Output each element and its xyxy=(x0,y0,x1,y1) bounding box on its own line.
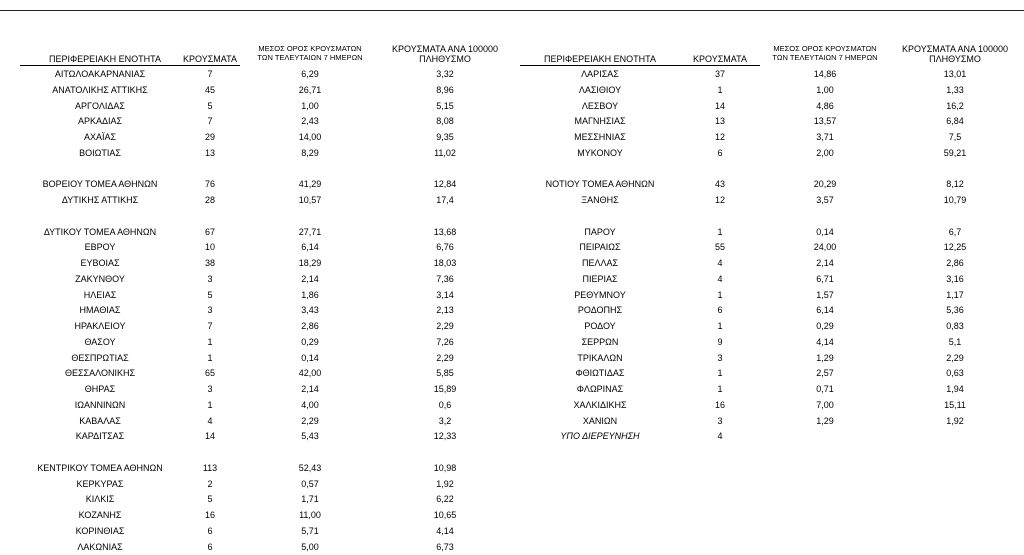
cell-cases: 1 xyxy=(207,399,213,410)
cell-name: ΘΕΣΠΡΩΤΙΑΣ xyxy=(71,352,129,363)
cell-cases: 1 xyxy=(207,352,213,363)
cell-name: ΛΑΣΙΘΙΟΥ xyxy=(578,84,622,95)
cell-cases: 12 xyxy=(714,195,725,205)
cell-avg: 5,00 xyxy=(301,541,319,552)
cell-avg: 6,29 xyxy=(301,69,319,79)
table-row xyxy=(0,508,1024,523)
header-underline-right xyxy=(520,65,760,66)
cell-avg: 0,57 xyxy=(301,478,319,489)
cell-avg: 1,71 xyxy=(301,494,319,505)
cell-cases: 1 xyxy=(717,226,723,237)
cell-avg: 2,14 xyxy=(301,273,319,284)
cell-per100k: 13,01 xyxy=(943,69,967,79)
cell-name: ΚΙΛΚΙΣ xyxy=(85,494,115,505)
cell-per100k: 6,73 xyxy=(436,541,454,552)
cell-per100k: 15,11 xyxy=(944,399,966,410)
table-row xyxy=(0,256,1024,271)
cell-name: ΡΟΔΟΠΗΣ xyxy=(577,305,623,316)
cell-cases: 16 xyxy=(204,510,215,520)
header-per100k-line2: ΠΛΗΘΥΣΜΟ xyxy=(419,54,471,64)
cell-name: ΔΥΤΙΚΟΥ ΤΟΜΕΑ ΑΘΗΝΩΝ xyxy=(43,226,157,237)
cell-per100k: 2,29 xyxy=(436,321,454,331)
cell-cases: 14 xyxy=(204,431,215,442)
cell-name: ΗΡΑΚΛΕΙΟΥ xyxy=(74,321,126,331)
cell-name: ΜΑΓΝΗΣΙΑΣ xyxy=(574,116,626,127)
cell-cases: 3 xyxy=(207,384,213,394)
cell-avg: 0,14 xyxy=(301,352,319,363)
cell-name: ΛΕΣΒΟΥ xyxy=(581,100,619,111)
table-row xyxy=(0,335,1024,350)
table-row xyxy=(0,272,1024,287)
cell-avg: 11,00 xyxy=(299,510,321,520)
cell-per100k: 10,79 xyxy=(943,195,967,205)
cell-avg: 1,86 xyxy=(301,289,319,300)
cell-cases: 6 xyxy=(717,147,723,158)
cell-name: ΒΟΙΩΤΙΑΣ xyxy=(79,147,121,158)
table-row xyxy=(0,209,1024,224)
cell-per100k: 6,22 xyxy=(436,494,454,505)
cell-cases: 13 xyxy=(714,116,725,127)
cell-cases: 14 xyxy=(714,100,725,111)
cell-name: ΚΑΒΑΛΑΣ xyxy=(79,415,121,426)
header-per100k-line2: ΠΛΗΘΥΣΜΟ xyxy=(929,54,981,64)
cell-name: ΑΧΑΪΑΣ xyxy=(83,132,117,142)
cell-name: ΗΛΕΙΑΣ xyxy=(83,289,117,300)
cell-avg: 0,29 xyxy=(301,336,319,347)
cell-avg: 2,43 xyxy=(301,116,319,127)
cell-cases: 1 xyxy=(717,368,723,379)
cell-name: ΚΕΡΚΥΡΑΣ xyxy=(76,478,124,489)
cell-per100k: 8,12 xyxy=(946,179,964,190)
table-row xyxy=(0,540,1024,555)
cell-per100k: 2,13 xyxy=(436,305,454,316)
cell-name: ΚΟΖΑΝΗΣ xyxy=(78,510,122,520)
cell-per100k: 3,14 xyxy=(436,289,454,300)
cell-per100k: 12,33 xyxy=(433,431,457,442)
cell-per100k: 7,26 xyxy=(436,336,454,347)
cell-avg: 7,00 xyxy=(816,399,834,410)
cell-name: ΕΥΒΟΙΑΣ xyxy=(80,258,120,268)
cell-avg: 41,29 xyxy=(298,179,322,190)
cell-avg: 1,57 xyxy=(816,289,834,300)
header-per100k-left xyxy=(380,44,510,64)
cell-name: ΥΠΟ ΔΙΕΡΕΥΝΗΣΗ xyxy=(560,431,640,442)
cell-name: ΚΕΝΤΡΙΚΟΥ ΤΟΜΕΑ ΑΘΗΝΩΝ xyxy=(37,462,163,473)
header-avg-right xyxy=(755,44,895,62)
cell-name: ΘΕΣΣΑΛΟΝΙΚΗΣ xyxy=(64,368,136,379)
cell-avg: 26,71 xyxy=(298,84,322,95)
cell-per100k: 5,15 xyxy=(436,100,454,111)
cell-per100k: 1,17 xyxy=(946,289,964,300)
cell-per100k: 59,21 xyxy=(943,147,967,158)
table-row xyxy=(0,240,1024,255)
cell-per100k: 6,84 xyxy=(946,116,964,127)
cell-cases: 6 xyxy=(717,305,723,316)
cell-avg: 6,71 xyxy=(816,273,834,284)
cell-per100k: 2,86 xyxy=(946,258,964,268)
cell-per100k: 3,2 xyxy=(438,415,452,426)
cell-cases: 3 xyxy=(207,273,213,284)
cell-name: ΡΟΔΟΥ xyxy=(584,321,616,331)
header-avg-line1: ΜΕΣΟΣ ΟΡΟΣ ΚΡΟΥΣΜΑΤΩΝ xyxy=(258,44,362,53)
cell-avg: 0,71 xyxy=(816,384,834,394)
cell-cases: 29 xyxy=(204,132,215,142)
cell-avg: 20,29 xyxy=(813,179,837,190)
cell-name: ΡΕΘΥΜΝΟΥ xyxy=(574,289,626,300)
cell-per100k: 0,83 xyxy=(946,321,964,331)
table-row xyxy=(0,382,1024,397)
cell-name: ΧΑΛΚΙΔΙΚΗΣ xyxy=(573,399,627,410)
cell-name: ΗΜΑΘΙΑΣ xyxy=(79,305,121,316)
cell-per100k: 18,03 xyxy=(433,258,457,268)
cell-cases: 3 xyxy=(207,305,213,316)
table-row xyxy=(0,351,1024,366)
cell-avg: 0,14 xyxy=(816,226,834,237)
cell-avg: 52,43 xyxy=(298,462,322,473)
cell-cases: 6 xyxy=(207,541,213,552)
header-cases-right: ΚΡΟΥΣΜΑΤΑ xyxy=(693,54,747,64)
cell-avg: 1,00 xyxy=(301,100,319,111)
cell-cases: 45 xyxy=(204,84,215,95)
cell-name: ΒΟΡΕΙΟΥ ΤΟΜΕΑ ΑΘΗΝΩΝ xyxy=(42,179,158,190)
cell-name: ΑΡΚΑΔΙΑΣ xyxy=(77,116,123,127)
table-row xyxy=(0,177,1024,192)
cell-avg: 2,14 xyxy=(301,384,319,394)
cell-name: ΘΗΡΑΣ xyxy=(84,384,116,394)
cell-name: ΦΛΩΡΙΝΑΣ xyxy=(576,384,624,394)
cell-cases: 16 xyxy=(714,399,725,410)
cell-per100k: 3,16 xyxy=(946,273,964,284)
table-row xyxy=(0,225,1024,240)
cell-name: ΣΕΡΡΩΝ xyxy=(581,336,619,347)
cell-cases: 9 xyxy=(717,336,723,347)
table-row xyxy=(0,477,1024,492)
cell-per100k: 2,29 xyxy=(946,352,964,363)
header-avg-line2: ΤΩΝ ΤΕΛΕΥΤΑΙΩΝ 7 ΗΜΕΡΩΝ xyxy=(257,53,363,62)
cell-per100k: 0,6 xyxy=(438,399,452,410)
cell-per100k: 3,32 xyxy=(436,69,454,79)
cell-cases: 7 xyxy=(207,116,213,127)
cell-cases: 3 xyxy=(717,415,723,426)
cell-cases: 7 xyxy=(207,69,213,79)
cell-cases: 37 xyxy=(714,69,725,79)
cell-cases: 67 xyxy=(204,226,215,237)
table-row xyxy=(0,445,1024,460)
cell-cases: 1 xyxy=(207,336,213,347)
cell-cases: 1 xyxy=(717,321,723,331)
cell-name: ΛΑΡΙΣΑΣ xyxy=(581,69,619,79)
cell-avg: 1,29 xyxy=(816,352,834,363)
table-row xyxy=(0,366,1024,381)
cell-per100k: 1,92 xyxy=(436,478,454,489)
cell-avg: 2,14 xyxy=(816,258,834,268)
cell-cases: 4 xyxy=(207,415,213,426)
cell-per100k: 0,63 xyxy=(946,368,964,379)
cell-avg: 2,00 xyxy=(816,147,834,158)
cell-name: ΜΕΣΣΗΝΙΑΣ xyxy=(574,132,626,142)
table-row xyxy=(0,162,1024,177)
cell-name: ΝΟΤΙΟΥ ΤΟΜΕΑ ΑΘΗΝΩΝ xyxy=(545,179,655,190)
cell-cases: 43 xyxy=(714,179,725,190)
cell-avg: 24,00 xyxy=(813,242,837,253)
cell-cases: 7 xyxy=(207,321,213,331)
cell-cases: 65 xyxy=(204,368,215,379)
cell-avg: 3,43 xyxy=(301,305,319,316)
table-row xyxy=(0,83,1024,98)
table-row xyxy=(0,398,1024,413)
cell-per100k: 12,25 xyxy=(943,242,967,253)
cell-per100k: 6,76 xyxy=(436,242,454,253)
cell-per100k: 8,96 xyxy=(436,84,454,95)
cell-cases: 113 xyxy=(202,462,218,473)
cell-per100k: 11,02 xyxy=(434,147,456,158)
cell-per100k: 8,08 xyxy=(436,116,454,127)
table-row xyxy=(0,524,1024,539)
cell-name: ΚΑΡΔΙΤΣΑΣ xyxy=(75,431,125,442)
table-row xyxy=(0,288,1024,303)
cell-avg: 14,00 xyxy=(298,132,322,142)
cell-avg: 18,29 xyxy=(298,258,322,268)
cell-per100k: 15,89 xyxy=(433,384,457,394)
header-per100k-right xyxy=(890,44,1020,64)
cell-name: ΑΙΤΩΛΟΑΚΑΡΝΑΝΙΑΣ xyxy=(54,69,146,79)
header-region-left: ΠΕΡΙΦΕΡΕΙΑΚΗ ΕΝΟΤΗΤΑ xyxy=(48,54,162,64)
cell-cases: 1 xyxy=(717,84,723,95)
cell-avg: 6,14 xyxy=(816,305,834,316)
cell-per100k: 17,4 xyxy=(436,195,454,205)
cell-avg: 5,71 xyxy=(301,525,319,536)
cell-per100k: 1,92 xyxy=(946,415,964,426)
cell-avg: 42,00 xyxy=(298,368,322,379)
header-avg-left xyxy=(240,44,380,62)
cell-cases: 2 xyxy=(207,478,213,489)
header-avg-line1: ΜΕΣΟΣ ΟΡΟΣ ΚΡΟΥΣΜΑΤΩΝ xyxy=(773,44,877,53)
cell-name: ΑΡΓΟΛΙΔΑΣ xyxy=(75,100,125,111)
header-cases-left: ΚΡΟΥΣΜΑΤΑ xyxy=(183,54,237,64)
cell-cases: 4 xyxy=(717,431,723,442)
cell-avg: 3,71 xyxy=(816,132,834,142)
cell-cases: 6 xyxy=(207,525,213,536)
table-row xyxy=(0,130,1024,145)
cell-per100k: 5,85 xyxy=(436,368,454,379)
cell-name: ΜΥΚΟΝΟΥ xyxy=(577,147,623,158)
cell-avg: 2,57 xyxy=(816,368,834,379)
cell-avg: 2,29 xyxy=(301,415,319,426)
cell-avg: 0,29 xyxy=(816,321,834,331)
table-row xyxy=(0,303,1024,318)
cell-per100k: 9,35 xyxy=(436,132,454,142)
cell-name: ΠΙΕΡΙΑΣ xyxy=(582,273,618,284)
table-row xyxy=(0,99,1024,114)
cell-name: ΞΑΝΘΗΣ xyxy=(581,195,619,205)
cell-cases: 4 xyxy=(717,273,723,284)
cell-name: ΠΕΙΡΑΙΩΣ xyxy=(579,242,621,253)
header-region-right: ΠΕΡΙΦΕΡΕΙΑΚΗ ΕΝΟΤΗΤΑ xyxy=(543,54,657,64)
cell-name: ΠΑΡΟΥ xyxy=(584,226,616,237)
cell-avg: 8,29 xyxy=(301,147,319,158)
cell-per100k: 12,84 xyxy=(433,179,457,190)
cell-cases: 3 xyxy=(717,352,723,363)
header-per100k-line1: ΚΡΟΥΣΜΑΤΑ ΑΝΑ 100000 xyxy=(392,44,498,54)
cell-name: ΦΘΙΩΤΙΔΑΣ xyxy=(575,368,625,379)
cell-cases: 10 xyxy=(204,242,215,253)
cell-name: ΖΑΚΥΝΘΟΥ xyxy=(75,273,125,284)
cell-per100k: 10,65 xyxy=(433,510,457,520)
cell-name: ΘΑΣΟΥ xyxy=(84,336,116,347)
cell-cases: 1 xyxy=(717,289,723,300)
cell-per100k: 1,33 xyxy=(946,84,964,95)
header-per100k-line1: ΚΡΟΥΣΜΑΤΑ ΑΝΑ 100000 xyxy=(902,44,1008,54)
cell-name: ΙΩΑΝΝΙΝΩΝ xyxy=(74,399,126,410)
cell-avg: 4,00 xyxy=(301,399,319,410)
cell-name: ΧΑΝΙΩΝ xyxy=(582,415,618,426)
cell-per100k: 7,5 xyxy=(948,132,962,142)
cell-avg: 10,57 xyxy=(298,195,322,205)
cell-avg: 27,71 xyxy=(298,226,322,237)
cell-cases: 55 xyxy=(714,242,725,253)
cell-avg: 13,57 xyxy=(813,116,837,127)
cell-cases: 76 xyxy=(204,179,215,190)
cell-name: ΤΡΙΚΑΛΩΝ xyxy=(577,352,623,363)
cell-avg: 1,00 xyxy=(816,84,834,95)
cell-name: ΔΥΤΙΚΗΣ ΑΤΤΙΚΗΣ xyxy=(61,195,139,205)
cell-avg: 6,14 xyxy=(301,242,319,253)
table-row xyxy=(0,492,1024,507)
cell-cases: 28 xyxy=(204,195,215,205)
cell-avg: 5,43 xyxy=(301,431,319,442)
table-row xyxy=(0,114,1024,129)
cell-cases: 38 xyxy=(204,258,215,268)
cell-per100k: 6,7 xyxy=(948,226,962,237)
header-underline-left xyxy=(20,65,240,66)
cell-name: ΛΑΚΩΝΙΑΣ xyxy=(77,541,123,552)
cell-per100k: 16,2 xyxy=(946,100,964,111)
cell-cases: 12 xyxy=(714,132,725,142)
cell-cases: 4 xyxy=(717,258,723,268)
table-row xyxy=(0,146,1024,161)
cell-cases: 5 xyxy=(207,289,213,300)
cell-cases: 1 xyxy=(717,384,723,394)
cell-avg: 4,86 xyxy=(816,100,834,111)
cell-name: ΑΝΑΤΟΛΙΚΗΣ ΑΤΤΙΚΗΣ xyxy=(52,84,148,95)
cell-avg: 14,86 xyxy=(813,69,837,79)
cell-per100k: 1,94 xyxy=(946,384,964,394)
header-avg-line2: ΤΩΝ ΤΕΛΕΥΤΑΙΩΝ 7 ΗΜΕΡΩΝ xyxy=(772,53,878,62)
cell-avg: 2,86 xyxy=(301,321,319,331)
cell-avg: 4,14 xyxy=(816,336,834,347)
cell-avg: 1,29 xyxy=(816,415,834,426)
table-row xyxy=(0,461,1024,476)
cell-per100k: 10,98 xyxy=(433,462,457,473)
cell-name: ΚΟΡΙΝΘΙΑΣ xyxy=(75,525,125,536)
table-row xyxy=(0,67,1024,82)
cell-name: ΠΕΛΛΑΣ xyxy=(581,258,619,268)
table-row xyxy=(0,319,1024,334)
cell-per100k: 4,14 xyxy=(436,525,454,536)
table-row xyxy=(0,193,1024,208)
cell-cases: 5 xyxy=(207,494,213,505)
cell-per100k: 2,29 xyxy=(436,352,454,363)
cell-per100k: 5,1 xyxy=(948,336,962,347)
cell-cases: 5 xyxy=(207,100,213,111)
table-row xyxy=(0,414,1024,429)
cell-cases: 13 xyxy=(204,147,215,158)
cell-avg: 3,57 xyxy=(816,195,834,205)
cell-per100k: 5,36 xyxy=(946,305,964,316)
cell-per100k: 7,36 xyxy=(436,273,454,284)
cell-per100k: 13,68 xyxy=(433,226,457,237)
cell-name: ΕΒΡΟΥ xyxy=(84,242,116,253)
table-row xyxy=(0,429,1024,444)
